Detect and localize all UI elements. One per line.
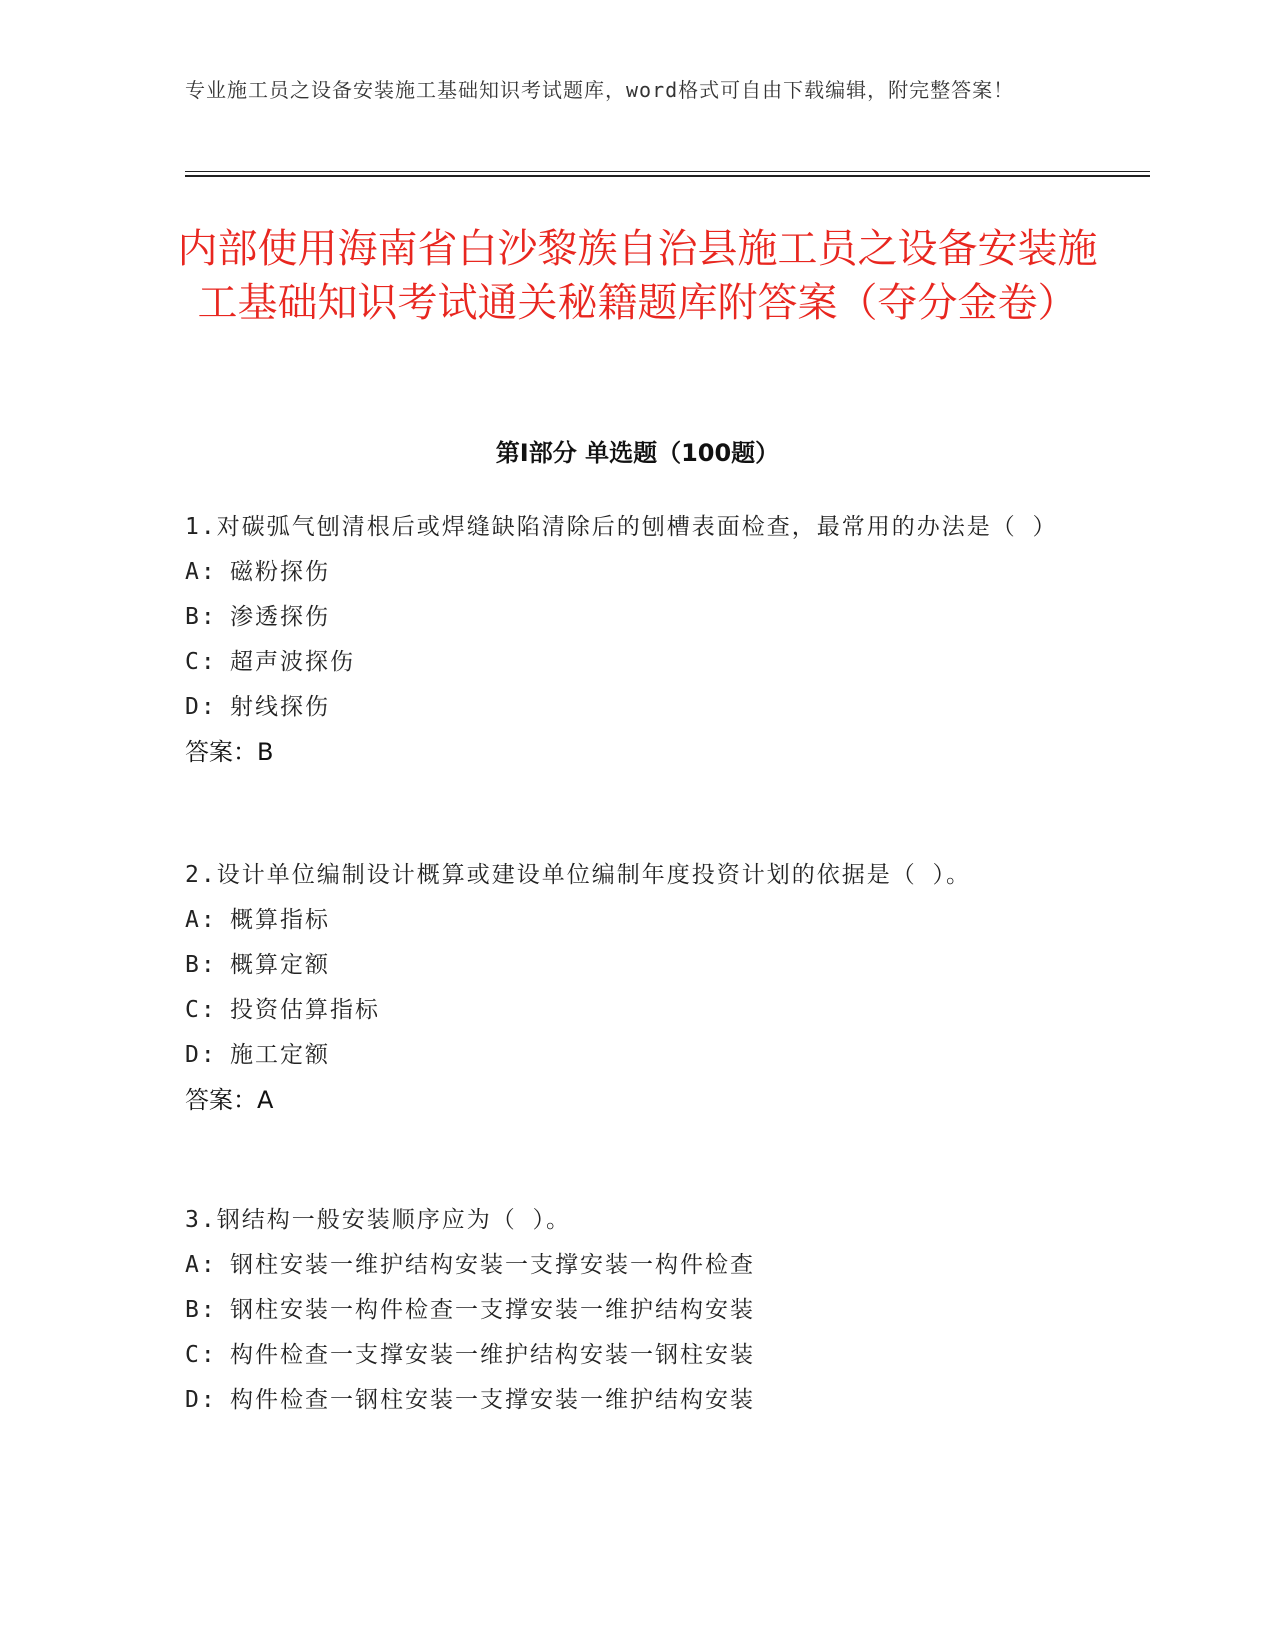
option-d xyxy=(185,685,1065,730)
option-d xyxy=(185,1378,1065,1423)
option-text: 钢柱安装一维护结构安装一支撑安装一构件检查 xyxy=(230,1252,755,1278)
answer-line: 答案：B xyxy=(185,738,274,766)
option-key: D: xyxy=(185,1387,217,1413)
option-key: D: xyxy=(185,694,217,720)
option-key: A: xyxy=(185,907,217,933)
section-heading: 第Ⅰ部分 单选题（100题） xyxy=(495,439,780,467)
option-text: 超声波探伤 xyxy=(230,649,355,675)
option-text: 渗透探伤 xyxy=(230,604,330,630)
document-title: 内部使用海南省白沙黎族自治县施工员之设备安装施工基础知识考试通关秘籍题库附答案（夺分金卷） xyxy=(177,226,1098,326)
option-text: 施工定额 xyxy=(230,1042,330,1068)
option-d xyxy=(185,1033,1065,1078)
header-rule-thin xyxy=(185,171,1150,172)
option-key: B: xyxy=(185,604,217,630)
option-text: 磁粉探伤 xyxy=(230,559,330,585)
option-text: 概算定额 xyxy=(230,952,330,978)
option-key: A: xyxy=(185,559,217,585)
question-3 xyxy=(185,1198,1065,1423)
answer-line: 答案：A xyxy=(185,1086,274,1114)
option-key: D: xyxy=(185,1042,217,1068)
option-key: B: xyxy=(185,1297,217,1323)
question-text: 3.钢结构一般安装顺序应为（ ）。 xyxy=(185,1207,572,1233)
option-text: 钢柱安装一构件检查一支撑安装一维护结构安装 xyxy=(230,1297,755,1323)
option-text: 射线探伤 xyxy=(230,694,330,720)
header-note: 专业施工员之设备安装施工基础知识考试题库，word格式可自由下载编辑，附完整答案！ xyxy=(185,78,1015,102)
option-b xyxy=(185,595,1065,640)
question-2 xyxy=(185,853,1065,1123)
question-1 xyxy=(185,505,1065,775)
question-text: 2.设计单位编制设计概算或建设单位编制年度投资计划的依据是（ ）。 xyxy=(185,862,972,888)
option-text: 构件检查一支撑安装一维护结构安装一钢柱安装 xyxy=(230,1342,755,1368)
option-a xyxy=(185,550,1065,595)
option-key: A: xyxy=(185,1252,217,1278)
option-key: C: xyxy=(185,997,217,1023)
header-rule-thick xyxy=(185,175,1150,177)
option-text: 投资估算指标 xyxy=(230,997,380,1023)
option-a xyxy=(185,898,1065,943)
option-key: B: xyxy=(185,952,217,978)
option-a xyxy=(185,1243,1065,1288)
option-c xyxy=(185,1333,1065,1378)
option-text: 构件检查一钢柱安装一支撑安装一维护结构安装 xyxy=(230,1387,755,1413)
option-text: 概算指标 xyxy=(230,907,330,933)
option-b xyxy=(185,943,1065,988)
question-text: 1.对碳弧气刨清根后或焊缝缺陷清除后的刨槽表面检查，最常用的办法是（ ） xyxy=(185,514,1058,540)
option-c xyxy=(185,988,1065,1033)
option-c xyxy=(185,640,1065,685)
option-key: C: xyxy=(185,649,217,675)
option-key: C: xyxy=(185,1342,217,1368)
option-b xyxy=(185,1288,1065,1333)
